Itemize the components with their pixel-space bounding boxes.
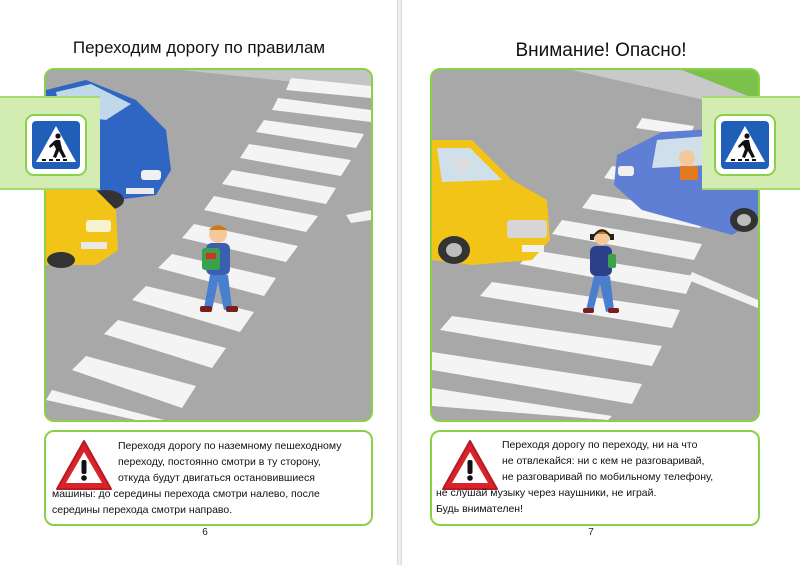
warning-line: переходу, постоянно смотри в ту сторону, bbox=[118, 456, 321, 468]
warning-line: не слушай музыку через наушники, не играй. bbox=[436, 487, 657, 499]
warning-text bbox=[436, 437, 748, 517]
warning-line: середины перехода смотри направо. bbox=[52, 504, 233, 516]
warning-line: Переходя дорогу по наземному пешеходному bbox=[118, 440, 342, 452]
warning-line: Будь внимателен! bbox=[436, 503, 524, 515]
warning-line: откуда будут двигаться остановившиеся bbox=[118, 472, 315, 484]
warning-line: машины: до середины перехода смотри налево, после bbox=[52, 488, 320, 500]
warning-line: не разговаривай по мобильному телефону, bbox=[502, 471, 714, 483]
pedestrian-crossing-sign-icon bbox=[721, 121, 769, 169]
pedestrian-crossing-sign-icon bbox=[32, 121, 80, 169]
page-number: 7 bbox=[588, 527, 594, 538]
right-page bbox=[402, 0, 800, 565]
warning-box bbox=[44, 430, 373, 526]
pedestrian-crossing-sign bbox=[714, 114, 776, 176]
page-title: Внимание! Опасно! bbox=[515, 40, 687, 61]
warning-line: не отвлекайся: ни с кем не разговаривай, bbox=[502, 455, 705, 467]
warning-text bbox=[52, 438, 363, 518]
pedestrian-crossing-sign bbox=[25, 114, 87, 176]
warning-box bbox=[430, 430, 760, 526]
page-number: 6 bbox=[202, 527, 208, 538]
page-title: Переходим дорогу по правилам bbox=[72, 38, 326, 57]
warning-line: Переходя дорогу по переходу, ни на что bbox=[502, 439, 698, 451]
left-page bbox=[0, 0, 398, 565]
